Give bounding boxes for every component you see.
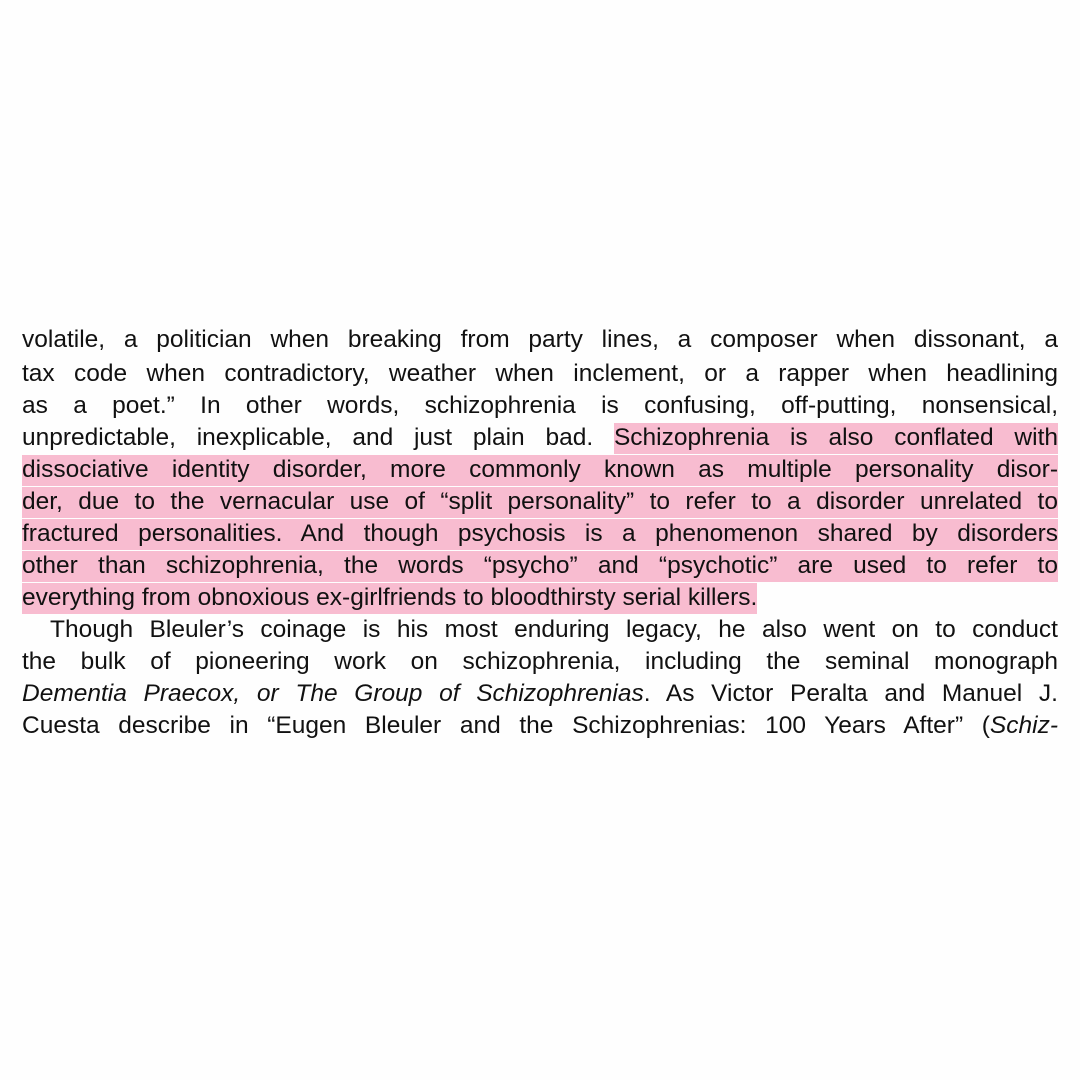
highlighted-text[interactable]: fractured personalities. And though psychosis is a phenomenon shared by disorders [22, 519, 1058, 550]
highlighted-text[interactable]: other than schizophrenia, the words “psycho” and “psychotic” are used to refer to [22, 551, 1058, 582]
book-page-excerpt [22, 326, 1058, 740]
text-line [22, 422, 1058, 454]
line-text: Though Bleuler’s coinage is his most enduring legacy, he also went on to conduct [50, 616, 1058, 643]
line-text: unpredictable, inexplicable, and just plain bad. [22, 424, 614, 451]
line-text: tax code when contradictory, weather when inclement, or a rapper when headlining [22, 360, 1058, 387]
highlighted-text[interactable]: everything from obnoxious ex-girlfriends to bloodthirsty serial killers. [22, 583, 757, 614]
text-line [22, 358, 1058, 390]
text-line [22, 710, 1058, 740]
text-line-clipped [22, 326, 1058, 356]
text-line-highlighted [22, 582, 1058, 614]
highlighted-text[interactable]: der, due to the vernacular use of “split personality” to refer to a disorder unrelated to [22, 487, 1058, 518]
text-line-highlighted [22, 486, 1058, 518]
text-line-highlighted [22, 550, 1058, 582]
highlighted-text[interactable]: Schizophrenia is also conflated with [614, 423, 1058, 454]
line-text: as a poet.” In other words, schizophrenia is confusing, off-putting, nonsensical, [22, 392, 1058, 419]
line-text: . As Victor Peralta and Manuel J. [643, 680, 1058, 707]
text-line-highlighted [22, 454, 1058, 486]
text-line-highlighted [22, 518, 1058, 550]
text-line [22, 390, 1058, 422]
line-text: volatile, a politician when breaking from party lines, a composer when dissonant, a [22, 326, 1058, 353]
line-text: the bulk of pioneering work on schizophrenia, including the seminal monograph [22, 648, 1058, 675]
line-text: Cuesta describe in “Eugen Bleuler and the Schizophrenias: 100 Years After” ( [22, 712, 990, 739]
text-line [22, 678, 1058, 710]
paragraph-first-line [22, 614, 1058, 646]
journal-title-italic: Schiz- [989, 712, 1058, 739]
text-line [22, 646, 1058, 678]
highlighted-text[interactable]: dissociative identity disorder, more commonly known as multiple personality disor- [22, 455, 1058, 486]
book-title-italic: Dementia Praecox, or The Group of Schizophrenias [22, 680, 644, 707]
